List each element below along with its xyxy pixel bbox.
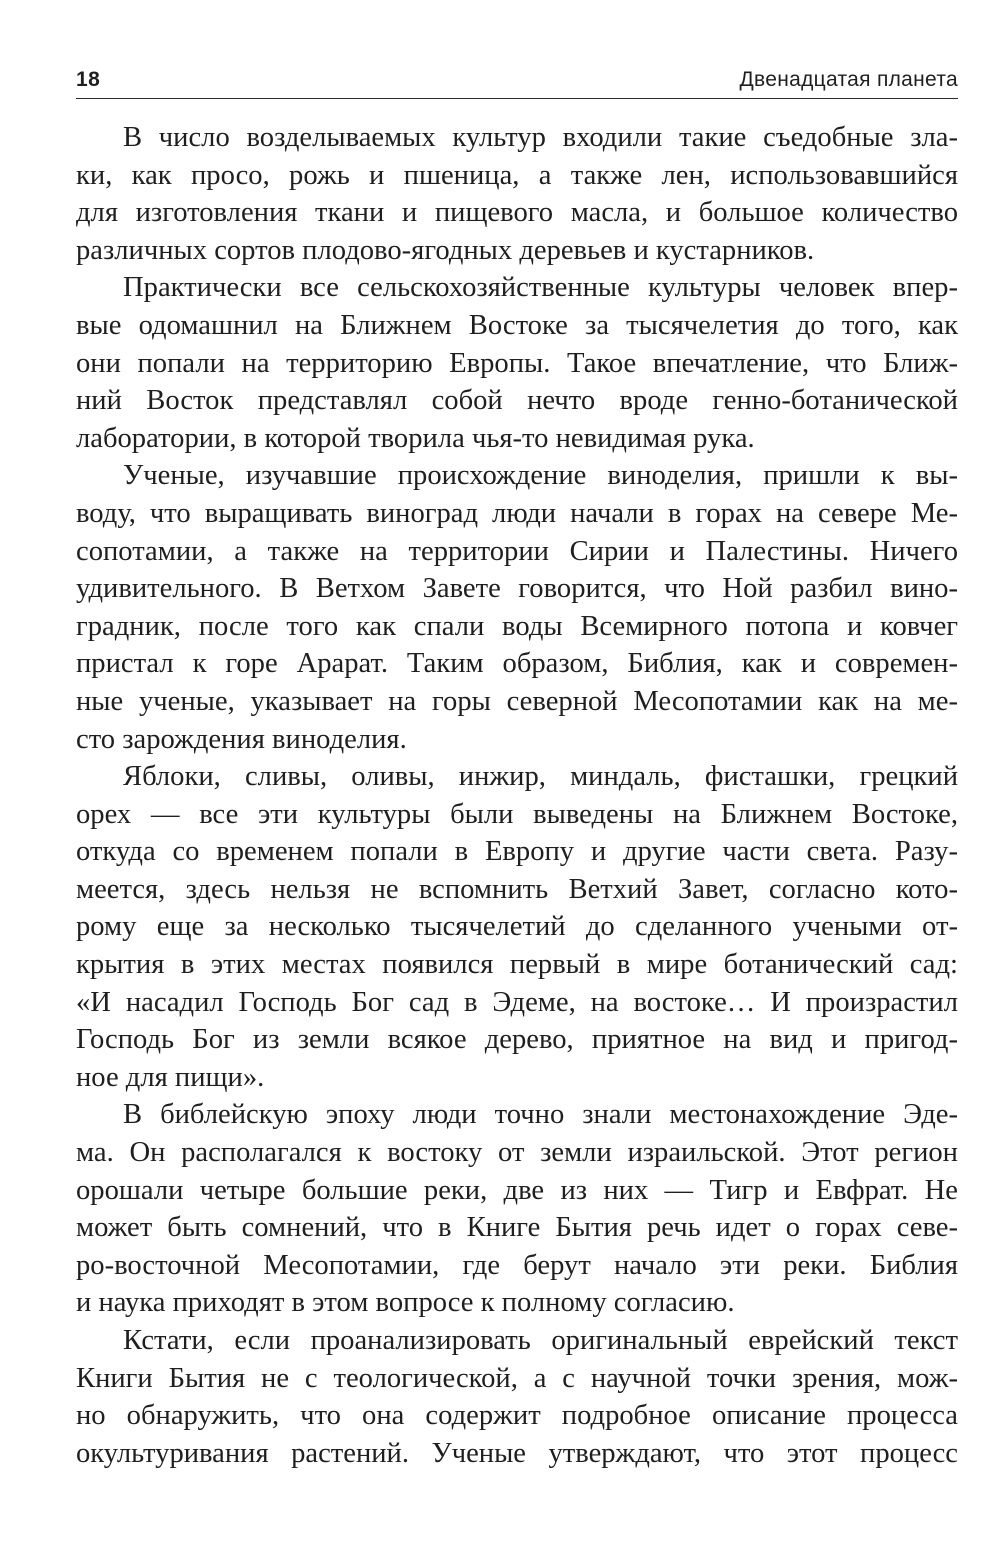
text-line: различных сортов плодово-ягодных деревьев и кустарников. [76,234,815,266]
text-line: Практически все сельскохозяйственные культуры человек впер- [123,272,958,304]
paragraph [76,269,958,457]
paragraph [76,1322,958,1472]
text-line: Кстати, если проанализировать оригинальный еврейский текст [123,1325,958,1356]
text-line: Яблоки, сливы, оливы, инжир, миндаль, фисташки, грецкий [123,761,958,793]
text-line: откуда со временем попали в Европу и другие части света. Разу- [76,836,958,868]
text-line: В число возделываемых культур входили такие съедобные зла- [123,122,958,153]
text-line: сопотамии, а также на территории Сирии и Палестины. Ничего [76,535,958,567]
text-line: может быть сомнений, что в Книге Бытия речь идет о горах севе- [76,1212,958,1244]
text-line: ное для пищи». [76,1061,265,1093]
book-title: Двенадцатая планета [739,68,958,91]
paragraph [76,457,958,758]
text-line: ма. Он располагался к востоку от земли израильской. Этот регион [76,1137,958,1169]
paragraph [76,119,958,269]
paragraph [76,1096,958,1322]
text-line: ки, как просо, рожь и пшеница, а также лен, использовавшийся [76,159,958,191]
text-line: для изготовления ткани и пищевого масла, и большое количество [76,197,958,229]
paragraph [76,758,958,1096]
text-line: Господь Бог из земли всякое дерево, приятное на вид и пригод- [76,1024,958,1056]
text-line: пристал к горе Арарат. Таким образом, Библия, как и современ- [76,648,958,680]
text-line: воду, что выращивать виноград люди начали в горах на севере Ме- [76,497,958,529]
text-line: окультуривания растений. Ученые утверждают, что этот процесс [76,1437,958,1469]
text-line: сто зарождения виноделия. [76,723,407,755]
page-number: 18 [76,68,101,91]
text-line: градник, после того как спали воды Всемирного потопа и ковчег [76,610,958,642]
text-line: и наука приходят в этом вопросе к полному согласию. [76,1287,735,1319]
text-line: вые одомашнил на Ближнем Востоке за тысячелетия до того, как [76,309,958,341]
text-line: ные ученые, указывает на горы северной Месопотамии как на ме- [76,685,958,717]
text-line: ний Восток представлял собой нечто вроде генно-ботанической [76,385,958,417]
text-line: орошали четыре большие реки, две из них — Тигр и Евфрат. Не [76,1174,958,1206]
running-header [76,64,958,99]
text-line: «И насадил Господь Бог сад в Эдеме, на востоке… И произрастил [76,986,958,1018]
text-line: крытия в этих местах появился первый в мире ботанический сад: [76,949,958,981]
text-line: орех — все эти культуры были выведены на Ближнем Востоке, [76,798,958,830]
body-text [76,119,958,1472]
text-line: В библейскую эпоху люди точно знали местонахождение Эде- [123,1099,958,1131]
text-line: Ученые, изучавшие происхождение виноделия, пришли к вы- [123,460,958,492]
text-line: меется, здесь нельзя не вспомнить Ветхий Завет, согласно кото- [76,873,958,905]
text-line: они попали на территорию Европы. Такое впечатление, что Ближ- [76,347,958,379]
text-line: удивительного. В Ветхом Завете говорится, что Ной разбил вино- [76,573,958,605]
text-line: ро-восточной Месопотамии, где берут начало эти реки. Библия [76,1249,958,1281]
text-line: но обнаружить, что она содержит подробное описание процесса [76,1400,958,1432]
text-line: рому еще за несколько тысячелетий до сделанного учеными от- [76,911,958,943]
text-line: лаборатории, в которой творила чья-то невидимая рука. [76,422,755,454]
text-line: Книги Бытия не с теологической, а с научной точки зрения, мож- [76,1362,958,1394]
